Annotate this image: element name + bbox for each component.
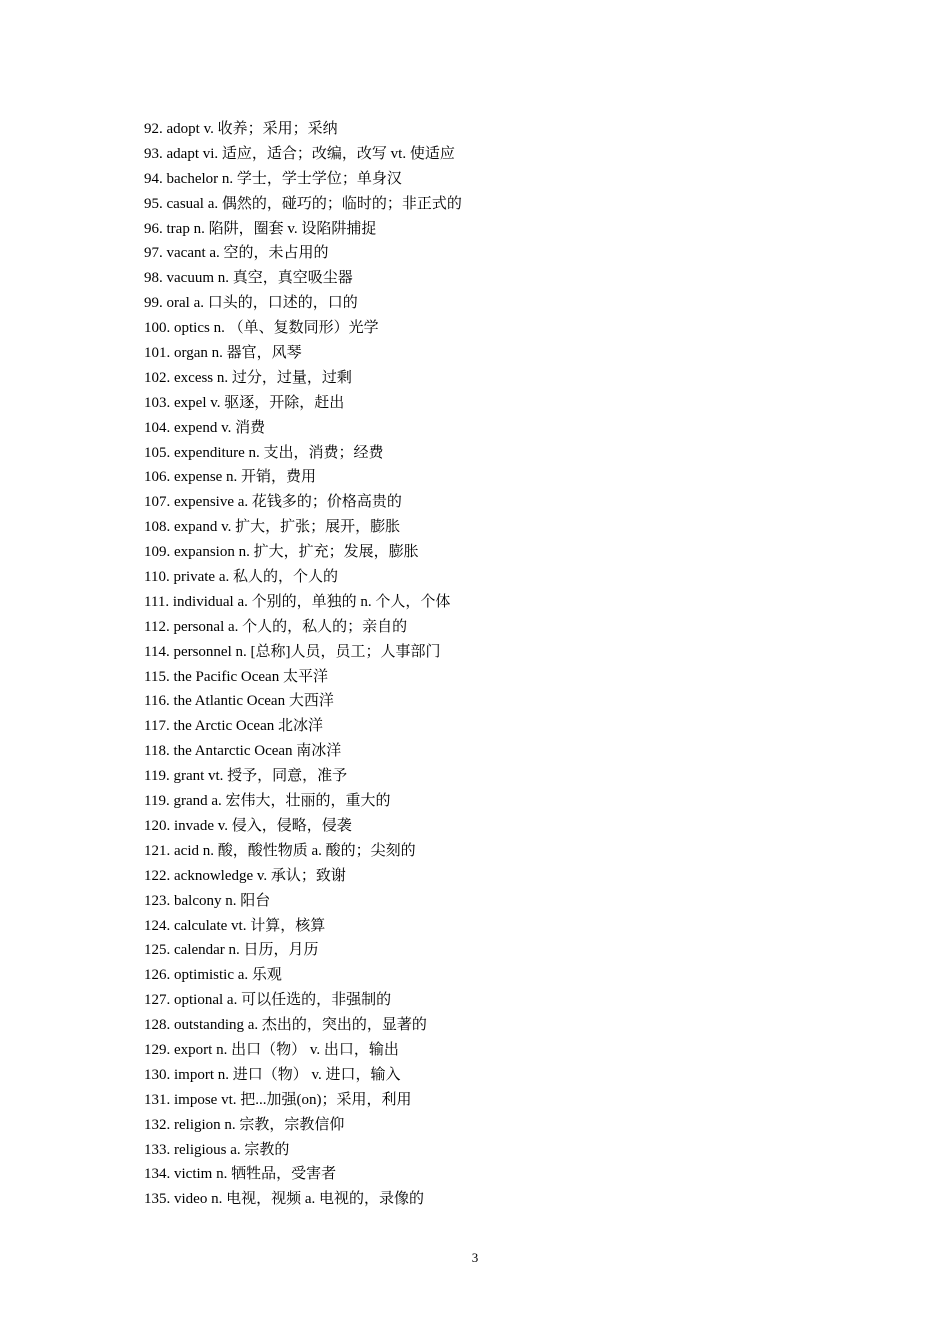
vocabulary-entry: 118. the Antarctic Ocean 南冰洋 <box>144 743 342 760</box>
vocabulary-entry: 103. expel v. 驱逐，开除，赶出 <box>144 394 345 411</box>
vocabulary-entry: 119. grant vt. 授予，同意，准予 <box>144 768 348 785</box>
vocabulary-entry: 109. expansion n. 扩大，扩充；发展，膨胀 <box>144 544 419 561</box>
vocabulary-entry: 125. calendar n. 日历，月历 <box>144 942 319 959</box>
vocabulary-entry: 123. balcony n. 阳台 <box>144 892 271 909</box>
vocabulary-entry: 111. individual a. 个别的，单独的 n. 个人，个体 <box>144 593 451 610</box>
vocabulary-entry: 130. import n. 进口（物） v. 进口，输入 <box>144 1066 401 1083</box>
vocabulary-entry: 102. excess n. 过分，过量，过剩 <box>144 369 352 386</box>
vocabulary-entry: 112. personal a. 个人的，私人的；亲自的 <box>144 618 408 635</box>
vocabulary-entry: 97. vacant a. 空的，未占用的 <box>144 245 329 262</box>
vocabulary-entry: 132. religion n. 宗教，宗教信仰 <box>144 1116 345 1133</box>
vocabulary-entry: 117. the Arctic Ocean 北冰洋 <box>144 718 323 735</box>
vocabulary-entry: 92. adopt v. 收养；采用；采纳 <box>144 121 338 137</box>
vocabulary-entry: 114. personnel n. [总称]人员，员工；人事部门 <box>144 643 441 660</box>
vocabulary-entry: 96. trap n. 陷阱，圈套 v. 设陷阱捕捉 <box>144 220 377 237</box>
vocabulary-entry: 105. expenditure n. 支出，消费；经费 <box>144 444 384 461</box>
vocabulary-entry: 122. acknowledge v. 承认；致谢 <box>144 867 346 884</box>
vocabulary-entry: 93. adapt vi. 适应，适合；改编，改写 vt. 使适应 <box>144 145 455 162</box>
vocabulary-entry: 98. vacuum n. 真空，真空吸尘器 <box>144 270 353 287</box>
vocabulary-entry: 100. optics n. （单、复数同形）光学 <box>144 320 379 337</box>
vocabulary-entry: 116. the Atlantic Ocean 大西洋 <box>144 693 334 710</box>
vocabulary-entry: 106. expense n. 开销，费用 <box>144 469 317 486</box>
vocabulary-entry: 107. expensive a. 花钱多的；价格高贵的 <box>144 494 402 511</box>
vocabulary-entry: 95. casual a. 偶然的，碰巧的；临时的；非正式的 <box>144 195 462 212</box>
vocabulary-entry: 110. private a. 私人的，个人的 <box>144 569 338 586</box>
vocabulary-entry: 135. video n. 电视，视频 a. 电视的，录像的 <box>144 1191 424 1208</box>
vocabulary-entry: 99. oral a. 口头的，口述的，口的 <box>144 295 358 312</box>
vocabulary-entry: 119. grand a. 宏伟大，壮丽的，重大的 <box>144 793 391 810</box>
vocabulary-entry: 104. expend v. 消费 <box>144 419 266 436</box>
page-number: 3 <box>471 1250 479 1265</box>
vocabulary-entry: 115. the Pacific Ocean 太平洋 <box>144 668 328 685</box>
vocabulary-entry: 134. victim n. 牺牲品，受害者 <box>144 1166 337 1183</box>
vocabulary-entry: 101. organ n. 器官，风琴 <box>144 345 302 362</box>
vocabulary-entry: 120. invade v. 侵入，侵略，侵袭 <box>144 817 352 834</box>
vocabulary-entry: 129. export n. 出口（物） v. 出口，输出 <box>144 1041 399 1058</box>
vocabulary-entry: 127. optional a. 可以任选的，非强制的 <box>144 992 392 1009</box>
vocabulary-entry: 94. bachelor n. 学士，学士学位；单身汉 <box>144 170 402 187</box>
vocabulary-entry: 133. religious a. 宗教的 <box>144 1141 290 1158</box>
vocabulary-entry: 108. expand v. 扩大，扩张；展开，膨胀 <box>144 519 401 536</box>
vocabulary-entry: 128. outstanding a. 杰出的，突出的，显著的 <box>144 1017 427 1034</box>
vocabulary-entry: 126. optimistic a. 乐观 <box>144 967 282 984</box>
vocabulary-entry: 124. calculate vt. 计算，核算 <box>144 917 326 934</box>
vocabulary-list <box>144 117 462 1212</box>
vocabulary-entry: 131. impose vt. 把...加强(on)；采用，利用 <box>144 1091 412 1108</box>
vocabulary-entry: 121. acid n. 酸，酸性物质 a. 酸的；尖刻的 <box>144 842 416 859</box>
